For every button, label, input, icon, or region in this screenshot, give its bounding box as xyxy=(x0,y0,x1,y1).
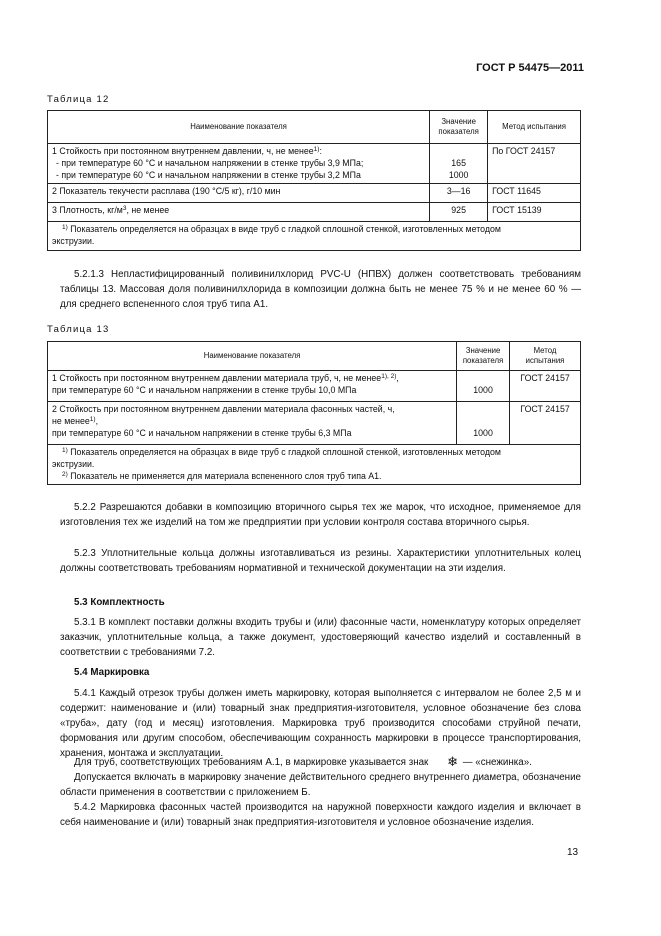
table-13 xyxy=(47,341,581,485)
snowflake-icon: ❄ xyxy=(447,754,458,769)
table-cell: ГОСТ 24157 xyxy=(510,402,581,445)
table-cell: 1 Стойкость при постоянном внутреннем давлении материала труб, ч, не менее$^{1), 2)}$, при температуре 60 °С и начальном напряжении в стенке трубы 10,0 МПа xyxy=(48,371,457,402)
subitem: - при температуре 60 °С и начальном напряжении в стенке трубы 3,2 МПа xyxy=(56,169,361,180)
table-row xyxy=(48,184,581,203)
paragraph-5-4-2: 5.4.2 Маркировка фасонных частей производится на наружной поверхности каждого изделия и включает в себя наименование и (или) товарный знак предприятия-изготовителя и условное обозначение изделия. xyxy=(60,802,581,829)
paragraph-5-4-1: 5.4.1 Каждый отрезок трубы должен иметь маркировку, которая выполняется с интервалом не более 2,5 м и содержит: наименование и (или) товарный знак предприятия-изготовителя, условное обозначение без слова «труба», дату (год и месяц) изготовления. Маркировка труб производится способами струйной печати, формования или другим способом, обеспечивающим сохранность маркировки в процессе транспортирования, хранения, монтажа и эксплуатации. xyxy=(60,688,581,760)
header-cell: Значение показателя xyxy=(457,342,510,371)
header-cell: Метод испытания xyxy=(488,111,581,144)
table-cell: 3—16 xyxy=(430,184,488,203)
page-number: 13 xyxy=(567,847,579,858)
table-12 xyxy=(47,110,581,251)
table-13-caption: Таблица 13 xyxy=(47,324,110,335)
paragraph-5-3-1: 5.3.1 В комплект поставки должны входить трубы и (или) фасонные части, номенклатуру которых определяет заказчик, уплотнительные кольца, а также документ, удостоверяющий качество изделий и составленный в соответствии с требованиями 7.2. xyxy=(60,617,581,659)
subitem: - при температуре 60 °С и начальном напряжении в стенке трубы 3,9 МПа; xyxy=(56,157,364,168)
section-heading-5-4: 5.4 Маркировка xyxy=(74,667,150,678)
paragraph-diameter: Допускается включать в маркировку значение действительного среднего внутреннего диаметра, обозначение области применения в соответствии с приложением Б. xyxy=(60,772,581,799)
header-cell: Наименование показателя xyxy=(48,111,430,144)
table-cell: 3 Плотность, $кг/м^3$, не менее xyxy=(48,203,430,222)
table-note: $^{1)}$ Показатель определяется на образцах в виде труб с гладкой сплошной стенкой, изготовленных методом экструзии. $^{2)}$ Показатель не применяется для материала вспененного слоя труб типа А1. xyxy=(48,445,581,485)
table-cell: 1000 xyxy=(457,402,510,445)
table-row xyxy=(48,203,581,222)
table-row xyxy=(48,144,581,184)
paragraph-5-2-3: 5.2.3 Уплотнительные кольца должны изготавливаться из резины. Характеристики уплотнительных колец должны соответствовать требованиям нормативной и технической документации на эти изделия. xyxy=(60,548,581,575)
paragraph-5-2-2: 5.2.2 Разрешаются добавки в композицию вторичного сырья тех же марок, что исходное, применяемое для изготовления тех же изделий на том же предприятии при условии контроля состава вторичного сырья. xyxy=(60,502,581,529)
table-header-row xyxy=(48,342,581,371)
table-cell: 2 Показатель текучести расплава (190 °С/5 кг), г/10 мин xyxy=(48,184,430,203)
table-note: $^{1)}$ Показатель определяется на образцах в виде труб с гладкой сплошной стенкой, изготовленных методом экструзии. xyxy=(48,222,581,251)
table-cell: 925 xyxy=(430,203,488,222)
paragraph-5-2-1-3: 5.2.1.3 Непластифицированный поливинилхлорид PVC-U (НПВХ) должен соответствовать требованиям таблицы 13. Массовая доля поливинилхлорида в композиции должна быть не менее 75 % и не менее 60 % — для среднего вспененного слоя труб типа А1. xyxy=(60,269,581,311)
table-cell: ГОСТ 15139 xyxy=(488,203,581,222)
paragraph-a1-marking: Для труб, соответствующих требованиям А.1, в маркировке указывается знак ❄ — «снежинка». xyxy=(74,754,532,769)
table-cell: 2 Стойкость при постоянном внутреннем давлении материала фасонных частей, ч, не менее$^{1)}$, при температуре 60 °С и начальном напряжении в стенке трубы 6,3 МПа xyxy=(48,402,457,445)
table-cell: ГОСТ 24157 xyxy=(510,371,581,402)
document-header: ГОСТ Р 54475—2011 xyxy=(476,62,584,74)
table-row xyxy=(48,371,581,402)
table-cell: ГОСТ 11645 xyxy=(488,184,581,203)
table-cell: 1000 xyxy=(457,371,510,402)
header-cell: Метод испытания xyxy=(510,342,581,371)
table-cell: 1 Стойкость при постоянном внутреннем давлении, ч, не менее$^{1)}$: - при температуре 60 °С и начальном напряжении в стенке трубы 3,9 МПа; - при температуре 60 °С и начальном напряжении в стенке трубы 3,2 МПа xyxy=(48,144,430,184)
table-12-caption: Таблица 12 xyxy=(47,94,110,105)
table-cell: 165 1000 xyxy=(430,144,488,184)
section-heading-5-3: 5.3 Комплектность xyxy=(74,597,165,608)
table-header-row xyxy=(48,111,581,144)
table-cell: По ГОСТ 24157 xyxy=(488,144,581,184)
header-cell: Значение показателя xyxy=(430,111,488,144)
header-cell: Наименование показателя xyxy=(48,342,457,371)
table-row xyxy=(48,402,581,445)
table-note-row xyxy=(48,445,581,485)
table-note-row xyxy=(48,222,581,251)
